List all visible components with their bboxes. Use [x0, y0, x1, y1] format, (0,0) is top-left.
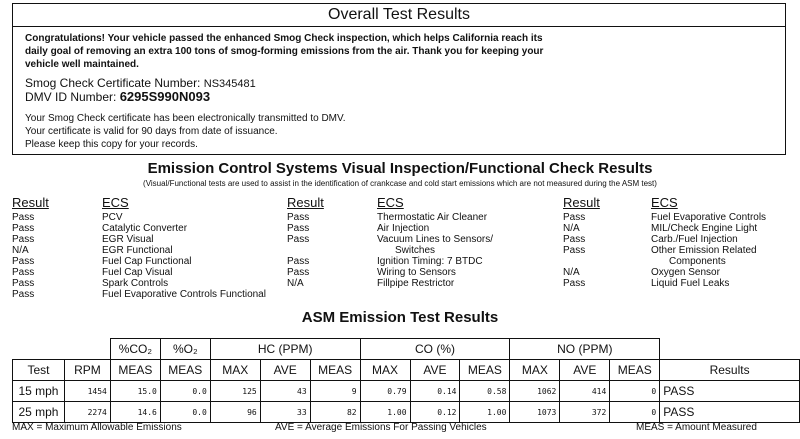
certificate-number-line	[25, 76, 256, 90]
rpm-header: RPM	[64, 360, 110, 381]
ecs-result: Pass	[12, 234, 35, 245]
no-meas-header: MEAS	[610, 360, 660, 381]
no-meas-value: 0	[610, 381, 660, 402]
ecs-item: Components	[669, 256, 726, 267]
co-ave-value: 0.14	[410, 381, 460, 402]
ecs-result	[287, 245, 309, 256]
result-header-2: Result	[287, 195, 324, 210]
certificate-notes	[25, 112, 346, 151]
ecs-item: Fuel Evaporative Controls	[651, 212, 767, 223]
ecs-result: N/A	[563, 223, 580, 234]
co-max-header: MAX	[360, 360, 410, 381]
hc-meas-header: MEAS	[310, 360, 360, 381]
results-header: Results	[660, 360, 800, 381]
ecs-result: N/A	[563, 267, 580, 278]
no-ave-value: 414	[560, 381, 610, 402]
ecs-result: Pass	[563, 212, 586, 223]
ecs-results-column-3	[563, 212, 585, 289]
ecs-result: Pass	[287, 234, 310, 245]
ecs-item: Oxygen Sensor	[651, 267, 720, 278]
hc-ave-header: AVE	[260, 360, 310, 381]
ecs-result: Pass	[563, 234, 586, 245]
certificate-label: Smog Check Certificate Number:	[25, 76, 201, 90]
o2-meas-header: MEAS	[160, 360, 210, 381]
congratulations-message	[25, 32, 645, 71]
ecs-result: Pass	[563, 245, 586, 256]
co2-header: %CO₂	[110, 339, 160, 360]
co2-meas-header: MEAS	[110, 360, 160, 381]
asm-section-title: ASM Emission Test Results	[301, 309, 499, 326]
no-header: NO (PPM)	[510, 339, 660, 360]
hc-ave-value: 33	[260, 402, 310, 423]
ecs-item: Switches	[395, 245, 436, 256]
hc-max-value: 125	[210, 381, 260, 402]
ecs-item: Fuel Cap Visual	[102, 267, 173, 278]
co-max-value: 0.79	[360, 381, 410, 402]
ecs-result: Pass	[12, 289, 35, 300]
congrats-line: daily goal of removing an extra 100 tons of smog-forming emissions from the air. Thank you for keeping your	[25, 46, 544, 57]
rpm-value: 2274	[64, 402, 110, 423]
ecs-items-column-1	[102, 212, 266, 300]
test-header: Test	[13, 360, 65, 381]
ecs-item: Ignition Timing: 7 BTDC	[377, 256, 483, 267]
legend-meas: MEAS = Amount Measured	[636, 422, 757, 433]
co2-value: 15.0	[110, 381, 160, 402]
result-header-1: Result	[12, 195, 49, 210]
overall-title: Overall Test Results	[328, 6, 470, 23]
no-max-value: 1062	[510, 381, 560, 402]
ecs-section-title: Emission Control Systems Visual Inspection/Functional Check Results	[147, 160, 653, 177]
note-line: Your certificate is valid for 90 days from date of issuance.	[25, 126, 278, 137]
ecs-result: Pass	[12, 223, 35, 234]
ecs-result: Pass	[287, 256, 310, 267]
asm-row-25mph	[13, 402, 800, 423]
overall-divider	[13, 26, 785, 27]
note-line: Please keep this copy for your records.	[25, 139, 198, 150]
hc-header: HC (PPM)	[210, 339, 360, 360]
ecs-results-column-1	[12, 212, 34, 300]
ecs-item: EGR Functional	[102, 245, 173, 256]
ecs-item: Fuel Evaporative Controls Functional	[102, 289, 266, 300]
hc-max-value: 96	[210, 402, 260, 423]
no-ave-header: AVE	[560, 360, 610, 381]
ecs-header-1: ECS	[102, 195, 129, 210]
ecs-result: Pass	[563, 278, 586, 289]
result-value: PASS	[660, 402, 800, 423]
hc-meas-value: 82	[310, 402, 360, 423]
ecs-result: Pass	[287, 212, 310, 223]
ecs-items-column-2	[377, 212, 493, 289]
congrats-line: vehicle well maintained.	[25, 59, 139, 70]
ecs-results-column-2	[287, 212, 309, 289]
o2-value: 0.0	[160, 381, 210, 402]
ecs-item: Liquid Fuel Leaks	[651, 278, 730, 289]
ecs-result: Pass	[287, 223, 310, 234]
hc-max-header: MAX	[210, 360, 260, 381]
ecs-result: Pass	[12, 212, 35, 223]
ecs-section-subtitle: (Visual/Functional tests are used to assist in the identification of crankcase and cold start emissions which are not measured during the ASM test)	[143, 179, 657, 188]
co-max-value: 1.00	[360, 402, 410, 423]
ecs-items-column-3	[651, 212, 766, 289]
ecs-item: Thermostatic Air Cleaner	[377, 212, 488, 223]
asm-results-table	[12, 338, 800, 423]
ecs-result: Pass	[12, 278, 35, 289]
co-meas-header: MEAS	[460, 360, 510, 381]
legend-ave: AVE = Average Emissions For Passing Vehicles	[275, 422, 487, 433]
no-ave-value: 372	[560, 402, 610, 423]
no-max-value: 1073	[510, 402, 560, 423]
ecs-item: Air Injection	[377, 223, 430, 234]
test-speed: 25 mph	[13, 402, 65, 423]
dmv-id-line	[25, 89, 210, 104]
ecs-item: Fuel Cap Functional	[102, 256, 192, 267]
o2-value: 0.0	[160, 402, 210, 423]
ecs-header-2: ECS	[377, 195, 404, 210]
hc-ave-value: 43	[260, 381, 310, 402]
ecs-item: Wiring to Sensors	[377, 267, 456, 278]
rpm-value: 1454	[64, 381, 110, 402]
asm-row-15mph	[13, 381, 800, 402]
asm-sub-header-row	[13, 360, 800, 381]
ecs-item: PCV	[102, 212, 123, 223]
no-max-header: MAX	[510, 360, 560, 381]
legend-max: MAX = Maximum Allowable Emissions	[12, 422, 182, 433]
ecs-item: Spark Controls	[102, 278, 169, 289]
co-ave-value: 0.12	[410, 402, 460, 423]
co-ave-header: AVE	[410, 360, 460, 381]
dmv-id-number: 6295S990N093	[119, 89, 211, 104]
no-meas-value: 0	[610, 402, 660, 423]
test-speed: 15 mph	[13, 381, 65, 402]
co-meas-value: 0.58	[460, 381, 510, 402]
o2-header: %O₂	[160, 339, 210, 360]
ecs-item: EGR Visual	[102, 234, 154, 245]
ecs-item: MIL/Check Engine Light	[651, 223, 758, 234]
ecs-item: Carb./Fuel Injection	[651, 234, 738, 245]
ecs-result: N/A	[287, 278, 304, 289]
dmv-id-label: DMV ID Number:	[25, 90, 117, 104]
certificate-number: NS345481	[203, 78, 256, 90]
hc-meas-value: 9	[310, 381, 360, 402]
asm-group-header-row	[13, 339, 800, 360]
ecs-result: N/A	[12, 245, 29, 256]
ecs-result: Pass	[287, 267, 310, 278]
co-header: CO (%)	[360, 339, 510, 360]
co-meas-value: 1.00	[460, 402, 510, 423]
ecs-item: Vacuum Lines to Sensors/	[377, 234, 493, 245]
ecs-result: Pass	[12, 256, 35, 267]
ecs-result	[563, 256, 585, 267]
result-header-3: Result	[563, 195, 600, 210]
ecs-item: Other Emission Related	[651, 245, 757, 256]
congrats-line: Congratulations! Your vehicle passed the enhanced Smog Check inspection, which helps California reach its	[25, 33, 543, 44]
co2-value: 14.6	[110, 402, 160, 423]
ecs-result: Pass	[12, 267, 35, 278]
ecs-item: Catalytic Converter	[102, 223, 188, 234]
result-value: PASS	[660, 381, 800, 402]
ecs-header-3: ECS	[651, 195, 678, 210]
note-line: Your Smog Check certificate has been electronically transmitted to DMV.	[25, 113, 346, 124]
overall-results-box	[12, 3, 786, 155]
ecs-item: Fillpipe Restrictor	[377, 278, 455, 289]
